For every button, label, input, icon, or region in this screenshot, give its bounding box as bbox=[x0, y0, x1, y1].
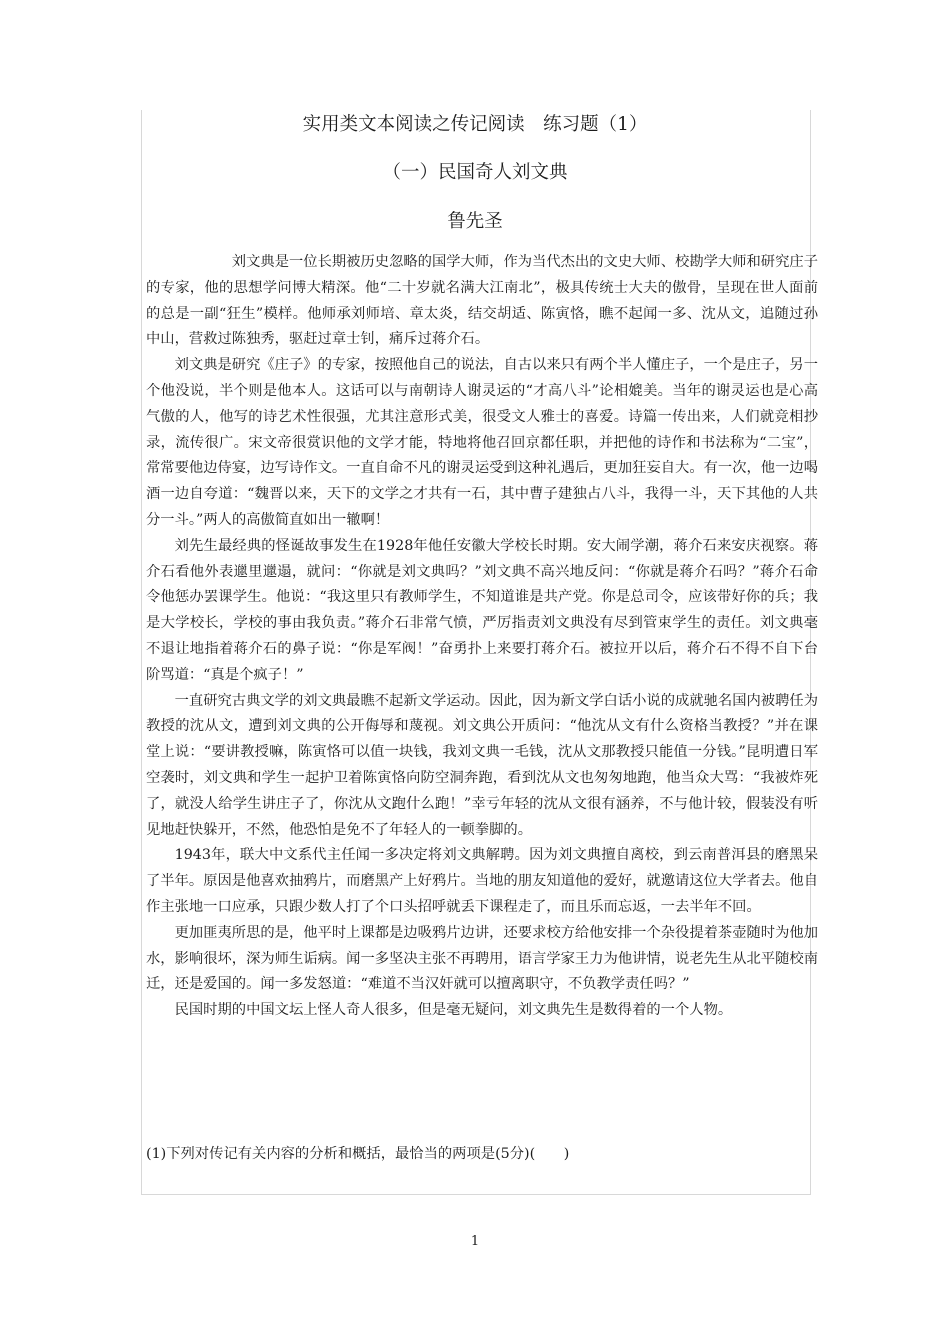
paragraph: 刘文典是研究《庄子》的专家，按照他自己的说法，自古以来只有两个半人懂庄子，一个是庄子，另一个他没说，半个则是他本人。这话可以与南朝诗人谢灵运的“才高八斗”论相媲美。当年的谢灵运也是心高气傲的人，他写的诗艺术性很强，尤其注意形式美，很受文人雅士的喜爱。诗篇一传出来，人们就竞相抄录，流传很广。宋文帝很赏识他的文学才能，特地将他召回京都任职，并把他的诗作和书法称为“二宝”，常常要他边侍宴，边写诗作文。一直自命不凡的谢灵运受到这种礼遇后，更加狂妄自大。有一次，他一边喝酒一边自夸道：“魏晋以来，天下的文学之才共有一石，其中曹子建独占八斗，我得一斗，天下其他的人共分一斗。”两人的高傲简直如出一辙啊！ bbox=[146, 357, 818, 528]
paragraph: 民国时期的中国文坛上怪人奇人很多，但是毫无疑问，刘文典先生是数得着的一个人物。 bbox=[174, 1002, 733, 1019]
question-1: (1)下列对传记有关内容的分析和概括，最恰当的两项是(5分)( ) bbox=[146, 1146, 570, 1162]
article-body bbox=[146, 250, 818, 1024]
article-title: （一）民国奇人刘文典 bbox=[382, 162, 568, 183]
document-title: 实用类文本阅读之传记阅读 练习题（1） bbox=[302, 114, 648, 135]
paragraph: 刘先生最经典的怪诞故事发生在1928年他任安徽大学校长时期。安大闹学潮，蒋介石来安庆视察。蒋介石看他外表邋里邋遢，就问：“你就是刘文典吗？”刘文典不高兴地反问：“你就是蒋介石吗？”蒋介石命令他惩办罢课学生。他说：“我这里只有教师学生，不知道谁是共产党。你是总司令，应该带好你的兵；我是大学校长，学校的事由我负责。”蒋介石非常气愤，严厉指责刘文典没有尽到管束学生的责任。刘文典毫不退让地指着蒋介石的鼻子说：“你是军阀！”奋勇扑上来要打蒋介石。被拉开以后，蒋介石不得不自下台阶骂道：“真是个疯子！” bbox=[146, 537, 818, 683]
paragraph: 刘文典是一位长期被历史忽略的国学大师，作为当代杰出的文史大师、校勘学大师和研究庄子的专家，他的思想学问博大精深。他“二十岁就名满大江南北”，极具传统士大夫的傲骨，呈现在世人面前的总是一副“狂生”模样。他师承刘师培、章太炎，结交胡适、陈寅恪，瞧不起闻一多、沈从文，追随过孙中山，营救过陈独秀，驱赶过章士钊，痛斥过蒋介石。 bbox=[146, 254, 818, 348]
paragraph: 更加匪夷所思的是，他平时上课都是边吸鸦片边讲，还要求校方给他安排一个杂役提着茶壶随时为他加水，影响很坏，深为师生诟病。闻一多坚决主张不再聘用，语言学家王力为他讲情，说老先生从北平随校南迁，还是爱国的。闻一多发怒道：“难道不当汉奸就可以擅离职守，不负教学责任吗？” bbox=[146, 924, 818, 993]
page-number: 1 bbox=[470, 1234, 480, 1249]
paragraph: 1943年，联大中文系代主任闻一多决定将刘文典解聘。因为刘文典擅自离校，到云南普洱县的磨黑呆了半年。原因是他喜欢抽鸦片，而磨黑产上好鸦片。当地的朋友知道他的爱好，就邀请这位大学者去。他自作主张地一口应承，只跟少数人打了个口头招呼就丢下课程走了，而且乐而忘返，一去半年不回。 bbox=[146, 847, 818, 915]
article-author: 鲁先圣 bbox=[447, 211, 503, 232]
paragraph: 一直研究古典文学的刘文典最瞧不起新文学运动。因此，因为新文学白话小说的成就驰名国内被聘任为教授的沈从文，遭到刘文典的公开侮辱和蔑视。刘文典公开质问：“他沈从文有什么资格当教授？”并在课堂上说：“要讲教授嘛，陈寅恪可以值一块钱，我刘文典一毛钱，沈从文那教授只能值一分钱。”昆明遭日军空袭时，刘文典和学生一起护卫着陈寅恪向防空洞奔跑，看到沈从文也匆匆地跑，他当众大骂：“我被炸死了，就没人给学生讲庄子了，你沈从文跑什么跑！”幸亏年轻的沈从文很有涵养，不与他计较，假装没有听见地赶快躲开，不然，他恐怕是免不了年轻人的一顿拳脚的。 bbox=[146, 692, 818, 838]
